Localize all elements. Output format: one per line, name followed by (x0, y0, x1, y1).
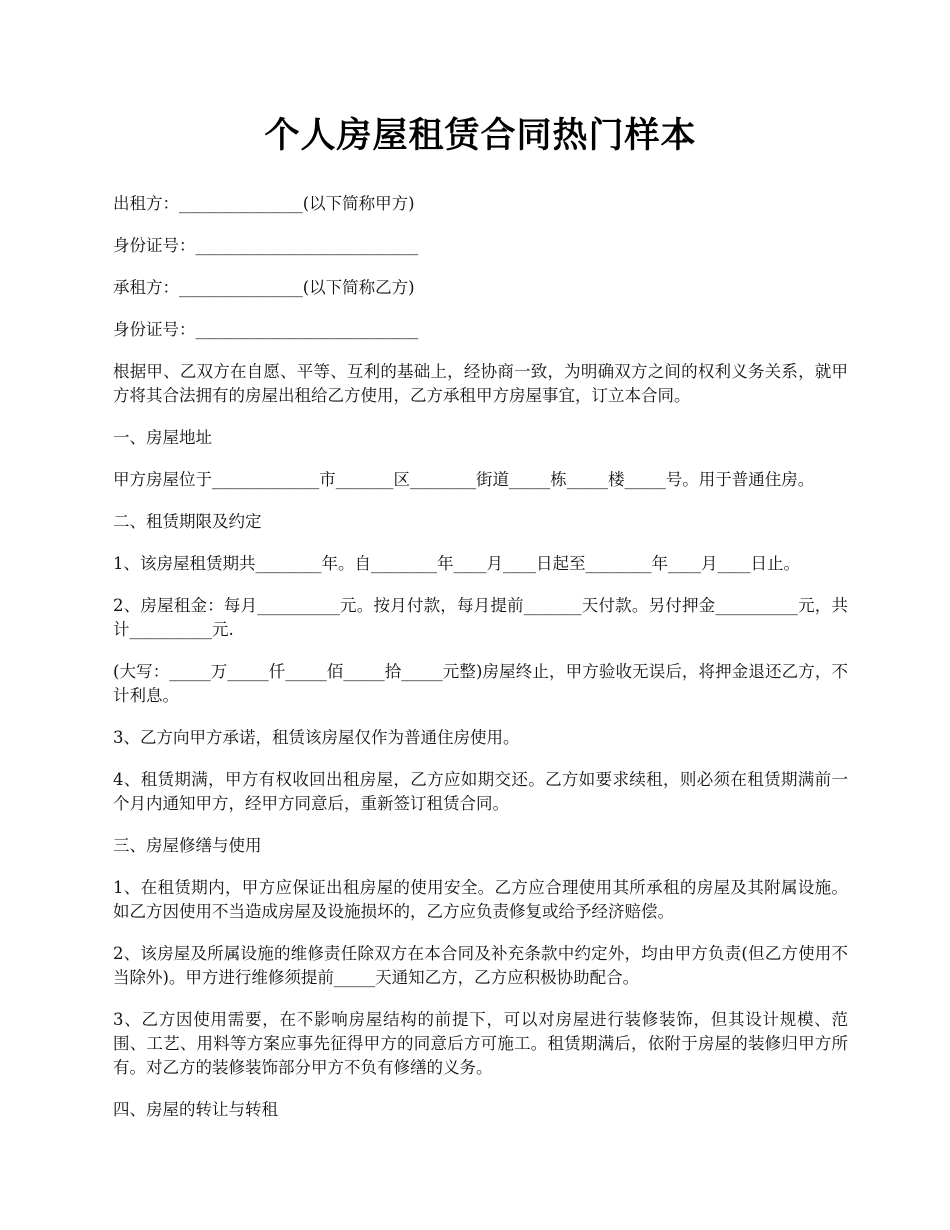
lessee-id-line: 身份证号：___________________________ (113, 320, 419, 339)
document-page (113, 110, 848, 1140)
preamble-paragraph: 根据甲、乙双方在自愿、平等、互利的基础上，经协商一致，为明确双方之间的权利义务关系，就甲方将其合法拥有的房屋出租给乙方使用，乙方承租甲方房屋事宜，订立本合同。 (113, 362, 848, 405)
section-heading-address: 一、房屋地址 (113, 428, 212, 447)
term-clause-2-amount: (大写：_____万_____仟_____佰_____拾_____元整)房屋终止，甲方验收无误后，将押金退还乙方，不计利息。 (113, 662, 848, 705)
lessor-line: 出租方：_______________(以下简称甲方) (113, 194, 415, 213)
section-heading-transfer: 四、房屋的转让与转租 (113, 1100, 278, 1119)
document-title: 个人房屋租赁合同热门样本 (264, 115, 697, 156)
term-clause-3: 3、乙方向甲方承诺，租赁该房屋仅作为普通住房使用。 (113, 728, 520, 747)
repair-clause-2: 2、该房屋及所属设施的维修责任除双方在本合同及补充条款中约定外，均由甲方负责(但乙方使用不当除外)。甲方进行维修须提前_____天通知乙方，乙方应积极协助配合。 (113, 944, 848, 987)
repair-clause-3: 3、乙方因使用需要，在不影响房屋结构的前提下，可以对房屋进行装修装饰，但其设计规模、范围、工艺、用料等方案应事先征得甲方的同意后方可施工。租赁期满后，依附于房屋的装修归甲方所有。对乙方的装修装饰部分甲方不负有修缮的义务。 (113, 1010, 848, 1077)
repair-clause-1: 1、在租赁期内，甲方应保证出租房屋的使用安全。乙方应合理使用其所承租的房屋及其附属设施。如乙方因使用不当造成房屋及设施损坏的，乙方应负责修复或给予经济赔偿。 (113, 878, 848, 921)
lessor-id-line: 身份证号：___________________________ (113, 236, 419, 255)
lessee-line: 承租方：_______________(以下简称乙方) (113, 278, 415, 297)
term-clause-4: 4、租赁期满，甲方有权收回出租房屋，乙方应如期交还。乙方如要求续租，则必须在租赁期满前一个月内通知甲方，经甲方同意后，重新签订租赁合同。 (113, 770, 848, 813)
term-clause-2: 2、房屋租金：每月__________元。按月付款，每月提前_______天付款。另付押金__________元，共计__________元. (113, 596, 848, 639)
section-heading-term: 二、租赁期限及约定 (113, 512, 262, 531)
section-heading-repair: 三、房屋修缮与使用 (113, 836, 262, 855)
address-paragraph: 甲方房屋位于_____________市_______区________街道_____栋_____楼_____号。用于普通住房。 (113, 470, 815, 489)
term-clause-1: 1、该房屋租赁期共________年。自________年____月____日起至________年____月____日止。 (113, 554, 800, 573)
